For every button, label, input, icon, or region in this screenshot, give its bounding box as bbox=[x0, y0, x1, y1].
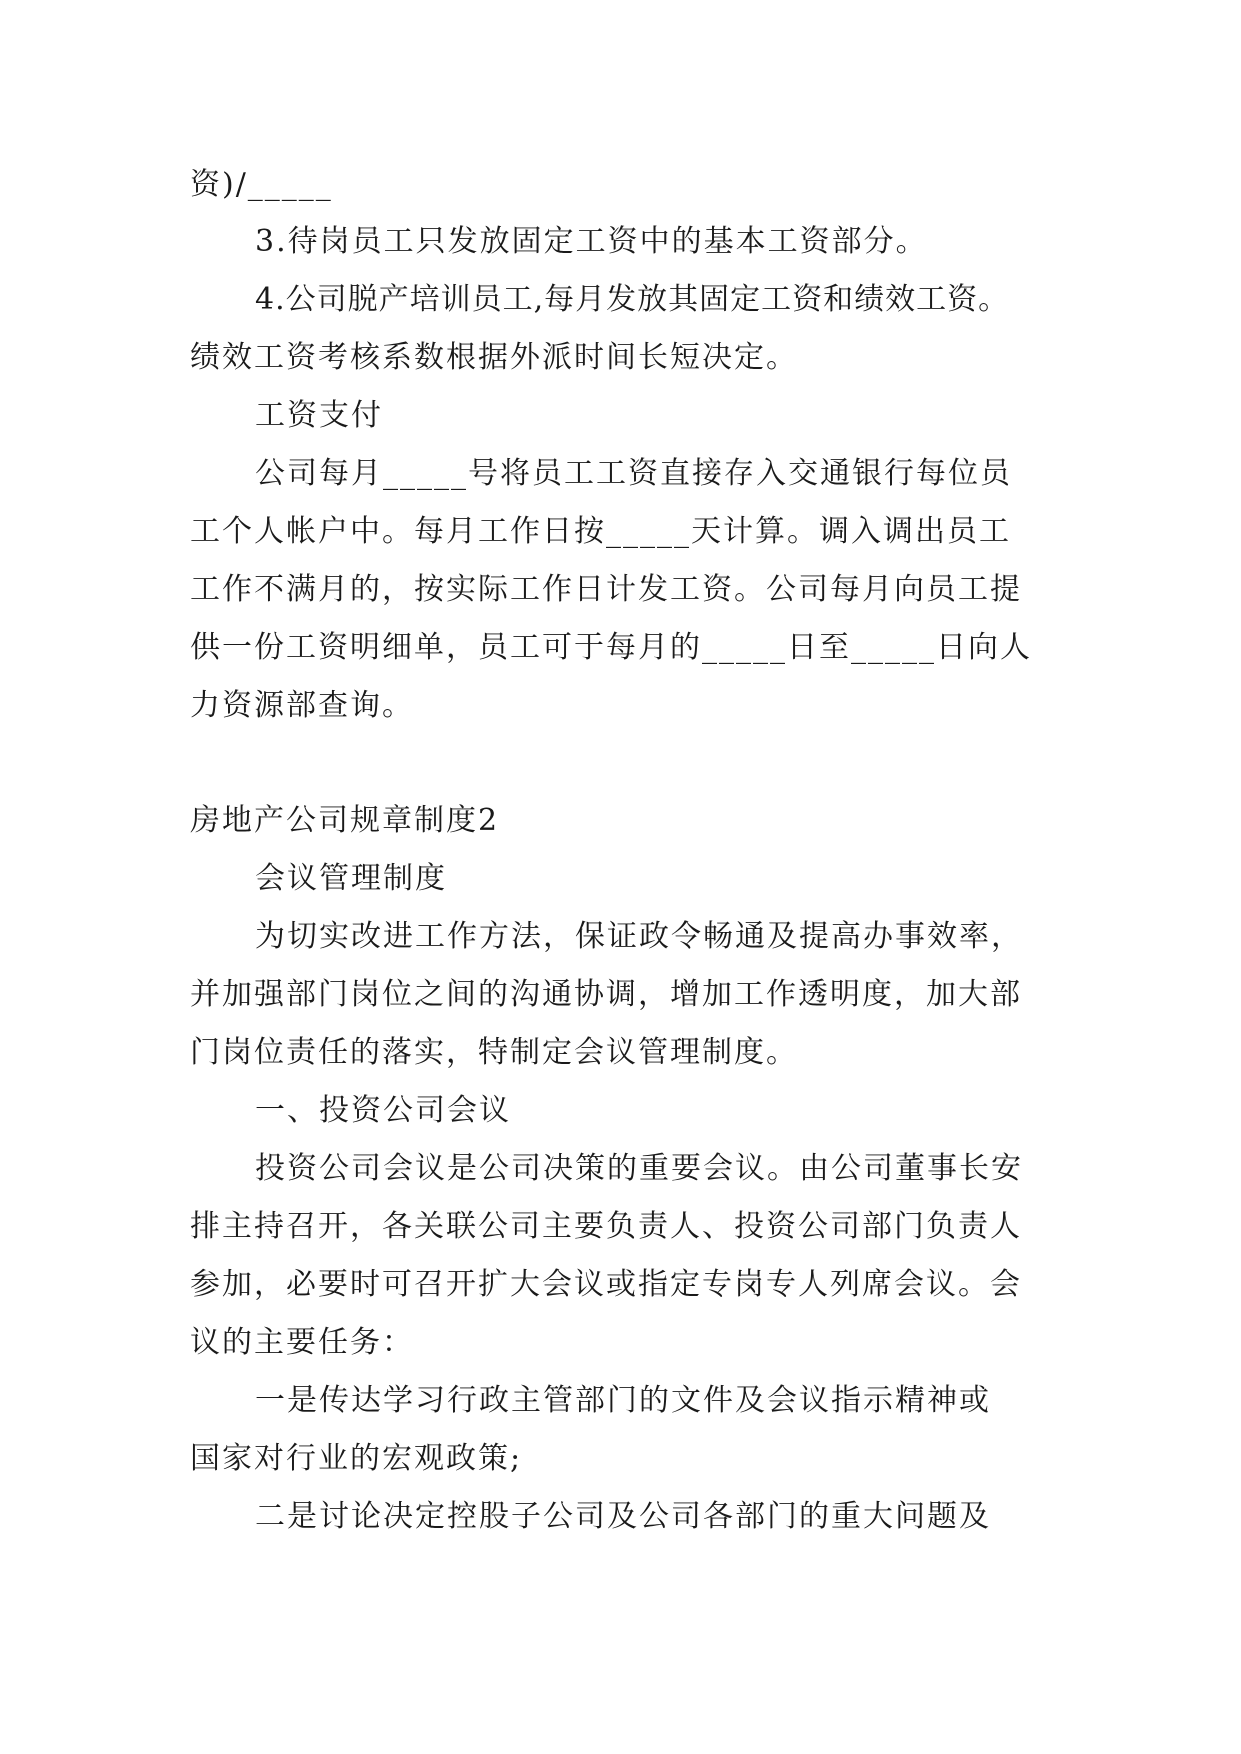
text-line: 投资公司会议是公司决策的重要会议。由公司董事长安 bbox=[255, 1151, 1023, 1186]
text-line: 参加，必要时可召开扩大会议或指定专岗专人列席会议。会 bbox=[190, 1267, 1022, 1302]
section-heading: 工资支付 bbox=[255, 398, 383, 433]
text-line: 国家对行业的宏观政策; bbox=[190, 1441, 523, 1476]
text-line: 供一份工资明细单，员工可于每月的_____日至_____日向人 bbox=[190, 630, 1032, 665]
text-line: 一是传达学习行政主管部门的文件及会议指示精神或 bbox=[255, 1383, 991, 1418]
text-line: 工作不满月的，按实际工作日计发工资。公司每月向员工提 bbox=[190, 572, 1022, 607]
text-line: 排主持召开，各关联公司主要负责人、投资公司部门负责人 bbox=[190, 1209, 1022, 1244]
text-line: 资)/_____ bbox=[190, 167, 333, 202]
text-line: 并加强部门岗位之间的沟通协调，增加工作透明度，加大部 bbox=[190, 977, 1022, 1012]
text-line: 议的主要任务： bbox=[190, 1325, 414, 1360]
text-line: 力资源部查询。 bbox=[190, 688, 414, 723]
text-line: 门岗位责任的落实，特制定会议管理制度。 bbox=[190, 1035, 798, 1070]
text-line: 工个人帐户中。每月工作日按_____天计算。调入调出员工 bbox=[190, 514, 1011, 549]
document-title: 房地产公司规章制度2 bbox=[190, 803, 500, 838]
text-line: 二是讨论决定控股子公司及公司各部门的重大问题及 bbox=[255, 1499, 991, 1534]
text-line: 公司每月_____号将员工工资直接存入交通银行每位员 bbox=[255, 456, 1012, 491]
text-line: 3.待岗员工只发放固定工资中的基本工资部分。 bbox=[255, 224, 928, 259]
text-line: 为切实改进工作方法，保证政令畅通及提高办事效率， bbox=[255, 919, 1023, 954]
section-heading: 一、投资公司会议 bbox=[255, 1093, 511, 1128]
text-line: 4.公司脱产培训员工,每月发放其固定工资和绩效工资。 bbox=[255, 282, 1010, 317]
section-heading: 会议管理制度 bbox=[255, 861, 447, 896]
text-line: 绩效工资考核系数根据外派时间长短决定。 bbox=[190, 340, 798, 375]
